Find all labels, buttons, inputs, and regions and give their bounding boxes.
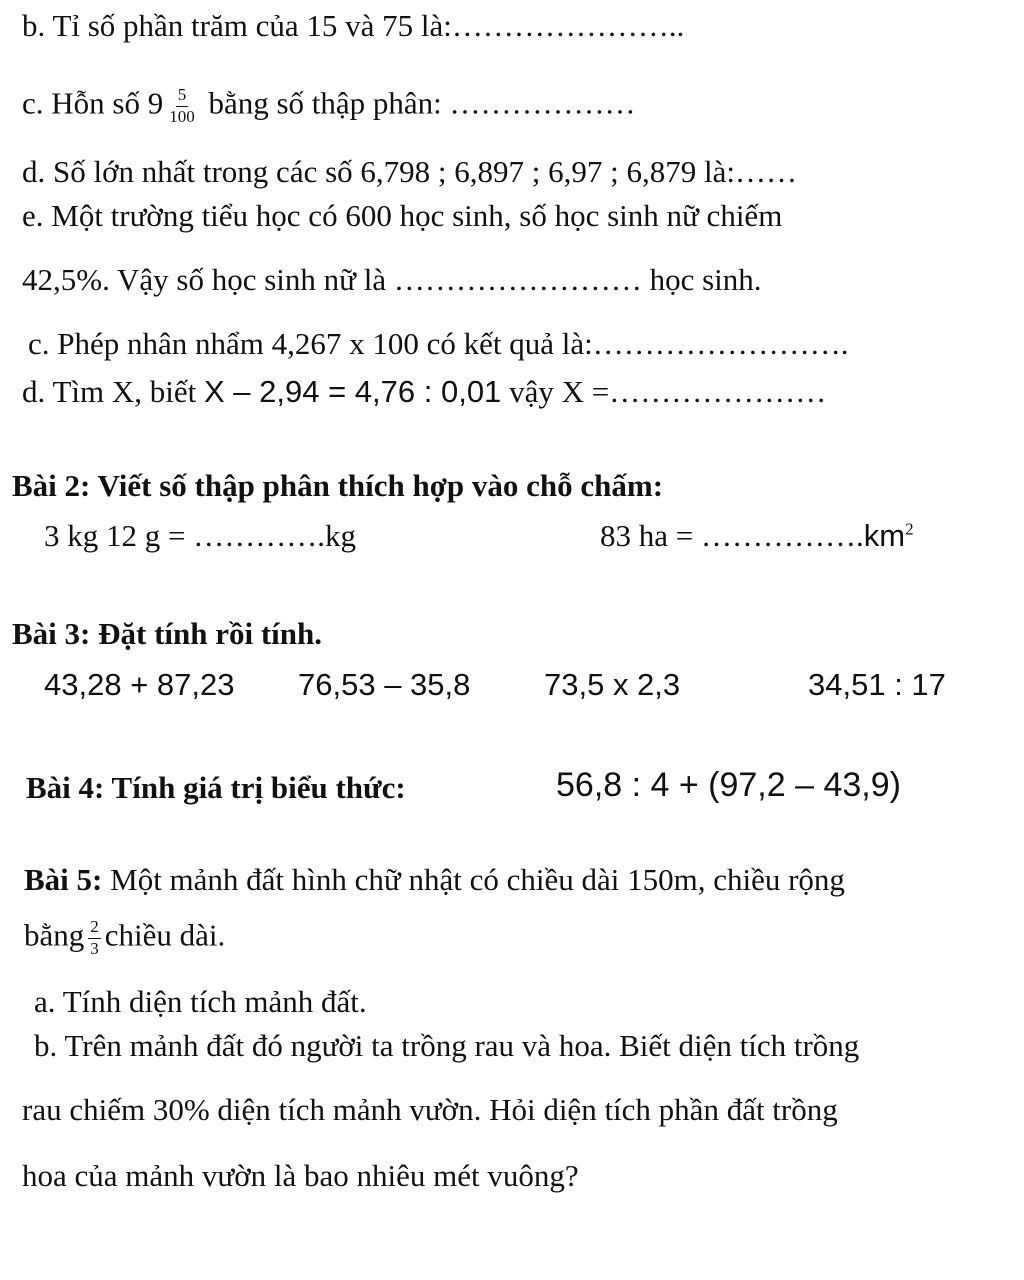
- item-c-suffix: bằng số thập phân: ………………: [208, 85, 636, 121]
- bai5-line-2: [24, 918, 225, 958]
- bai5-line-2-suffix: chiều dài.: [104, 917, 226, 953]
- bai5-part-a: a. Tính diện tích mảnh đất.: [34, 984, 367, 1019]
- bai3-op-addition: 43,28 + 87,23: [44, 667, 235, 702]
- bai2-title: Bài 2: Viết số thập phân thích hợp vào chỗ chấm:: [12, 468, 664, 503]
- bai5-line-1-text: Một mảnh đất hình chữ nhật có chiều dài 150m, chiều rộng: [102, 862, 845, 897]
- fraction-5-100: [167, 86, 197, 126]
- fraction-2-3: [88, 918, 101, 958]
- bai4-title: Bài 4: Tính giá trị biểu thức:: [26, 770, 406, 805]
- bai3-op-subtraction: 76,53 – 35,8: [298, 667, 471, 702]
- bai5-part-b-line-2: rau chiếm 30% diện tích mảnh vườn. Hỏi diện tích phần đất trồng: [22, 1092, 838, 1127]
- item-b-percentage: b. Tỉ số phần trăm của 15 và 75 là:…………………..: [22, 8, 685, 43]
- item-e-line-1: e. Một trường tiểu học có 600 học sinh, số học sinh nữ chiếm: [22, 198, 783, 233]
- bai3-op-multiplication: 73,5 x 2,3: [544, 667, 681, 702]
- bai5-line-2-prefix: bằng: [24, 917, 85, 953]
- item-e-line-2: 42,5%. Vậy số học sinh nữ là …………………… học sinh.: [22, 262, 762, 297]
- item-d-find-x: [22, 376, 826, 407]
- bai3-op-division: 34,51 : 17: [808, 667, 946, 702]
- item-d-largest-number: d. Số lớn nhất trong các số 6,798 ; 6,897 ; 6,97 ; 6,879 là:……: [22, 154, 797, 189]
- bai5-label: Bài 5:: [24, 862, 103, 897]
- bai2-unit: km: [863, 518, 906, 553]
- bai3-title: Bài 3: Đặt tính rồi tính.: [12, 616, 323, 651]
- fraction-denominator: 100: [169, 106, 195, 126]
- fraction-numerator: 5: [176, 86, 189, 107]
- bai2-left-blank: 3 kg 12 g = ………….kg: [44, 518, 356, 553]
- fraction-denominator: 3: [90, 938, 99, 958]
- bai5-part-b-line-1: b. Trên mảnh đất đó người ta trồng rau và hoa. Biết diện tích trồng: [34, 1028, 860, 1063]
- bai2-unit-exponent: 2: [905, 519, 914, 539]
- item-d-prefix: d. Tìm X, biết: [22, 374, 197, 409]
- bai5-line-1: [24, 864, 845, 895]
- item-c-prefix: c. Hỗn số 9: [22, 85, 164, 121]
- fraction-numerator: 2: [88, 918, 101, 939]
- item-d-suffix: vậy X =…………………: [509, 374, 827, 409]
- bai5-part-b-line-3: hoa của mảnh vườn là bao nhiêu mét vuông?: [22, 1158, 579, 1193]
- bai2-right-blank: [600, 520, 914, 551]
- item-c-mixed-number: [22, 86, 636, 126]
- bai2-right-prefix: 83 ha = …………….: [600, 518, 864, 553]
- bai4-expression: 56,8 : 4 + (97,2 – 43,9): [556, 766, 901, 804]
- item-c-multiplication: c. Phép nhân nhẩm 4,267 x 100 có kết quả là:…………………….: [28, 326, 849, 361]
- item-d-equation: X – 2,94 = 4,76 : 0,01: [203, 374, 502, 409]
